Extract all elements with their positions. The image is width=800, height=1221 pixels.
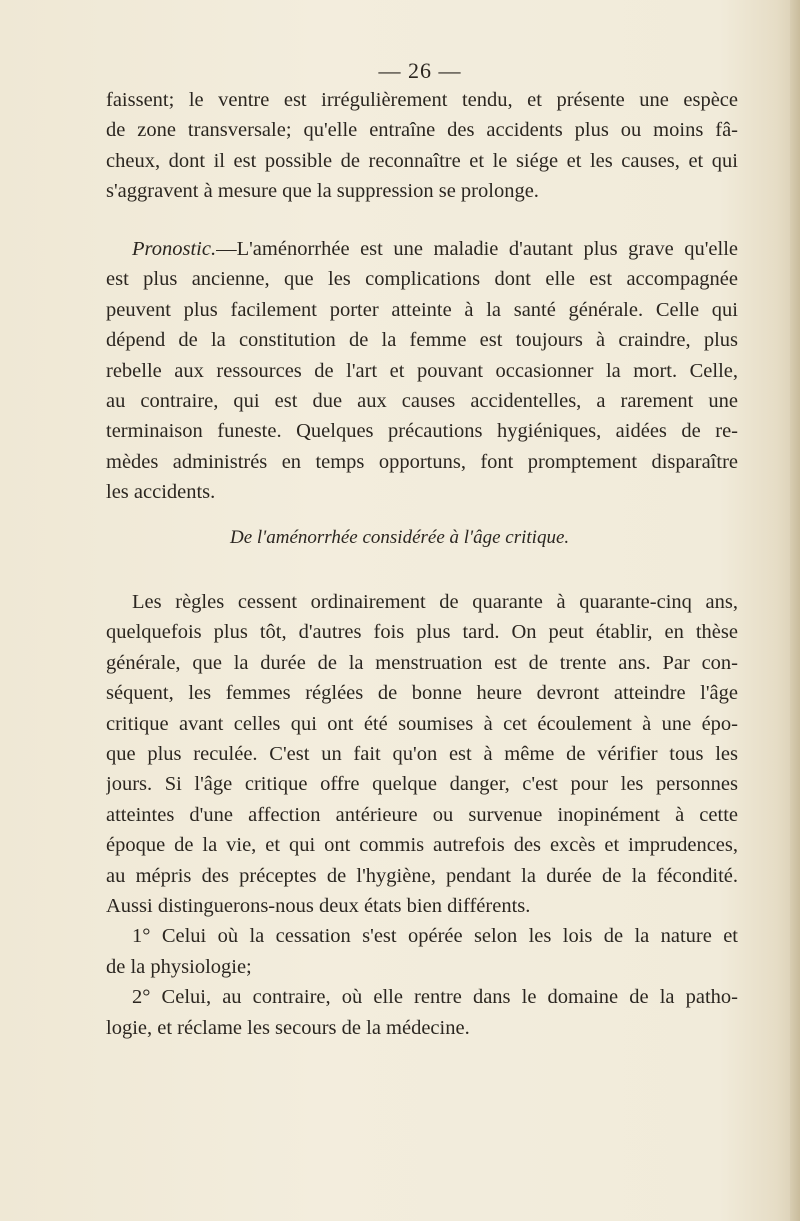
text-line: terminaison funeste. Quelques précautions hygiéniques, aidées de re- [106, 420, 738, 443]
pronostic-first-line: —L'aménorrhée est une maladie d'autant plus grave qu'elle [216, 238, 738, 260]
text-line: atteintes d'une affection antérieure ou survenue inopinément à cette [106, 803, 738, 826]
text-line: quelquefois plus tôt, d'autres fois plus tard. On peut établir, en thèse [106, 621, 738, 644]
text-line: rebelle aux ressources de l'art et pouvant occasionner la mort. Celle, [106, 359, 738, 382]
text-line: de zone transversale; qu'elle entraîne des accidents plus ou moins fâ- [106, 119, 738, 142]
list-item-1: 1° Celui où la cessation s'est opérée selon les lois de la nature et [132, 925, 738, 948]
text-line: que plus reculée. C'est un fait qu'on est à même de vérifier tous les [106, 743, 738, 766]
text-line: les accidents. [106, 481, 216, 504]
text-line: faissent; le ventre est irrégulièrement tendu, et présente une espèce [106, 89, 738, 111]
page-number: — 26 — [378, 58, 462, 83]
list-item-2: 2° Celui, au contraire, où elle rentre dans le domaine de la patho- [132, 986, 738, 1009]
text-line: jours. Si l'âge critique offre quelque danger, c'est pour les personnes [106, 773, 738, 796]
text-line: générale, que la durée de la menstruation est de trente ans. Par con- [106, 651, 738, 674]
pronostic-lead: Pronostic. [132, 238, 217, 260]
text-line: mèdes administrés en temps opportuns, font promptement disparaître [106, 450, 738, 473]
page-edge [790, 0, 800, 1221]
paragraph-pronostic [106, 234, 738, 508]
text-line: au mépris des préceptes de l'hygiène, pendant la durée de la fécondité. [106, 864, 738, 887]
text-line: est plus ancienne, que les complications dont elle est accompagnée [106, 268, 738, 291]
list-item-2-continuation: logie, et réclame les secours de la médecine. [106, 1016, 470, 1039]
text-line: peuvent plus facilement porter atteinte à la santé générale. Celle qui [106, 298, 738, 321]
text-line: époque de la vie, et qui ont commis autrefois des excès et imprudences, [106, 834, 738, 857]
section-heading: De l'aménorrhée considérée à l'âge critique. [230, 527, 570, 548]
text-line: Les règles cessent ordinairement de quarante à quarante-cinq ans, [132, 591, 738, 613]
text-line: s'aggravent à mesure que la suppression se prolonge. [106, 180, 539, 203]
text-line [106, 234, 738, 264]
text-line: au contraire, qui est due aux causes accidentelles, a rarement une [106, 390, 738, 413]
list-item-1-continuation: de la physiologie; [106, 955, 252, 978]
text-line: cheux, dont il est possible de reconnaître et le siége et les causes, et qui [106, 149, 738, 172]
paragraph-3 [106, 587, 738, 1043]
paragraph-1 [106, 85, 738, 207]
text-line: critique avant celles qui ont été soumises à cet écoulement à une épo- [106, 712, 738, 735]
text-line: séquent, les femmes réglées de bonne heure devront atteindre l'âge [106, 682, 738, 705]
text-line: Aussi distinguerons-nous deux états bien différents. [106, 895, 531, 918]
text-line: dépend de la constitution de la femme est toujours à craindre, plus [106, 329, 738, 352]
